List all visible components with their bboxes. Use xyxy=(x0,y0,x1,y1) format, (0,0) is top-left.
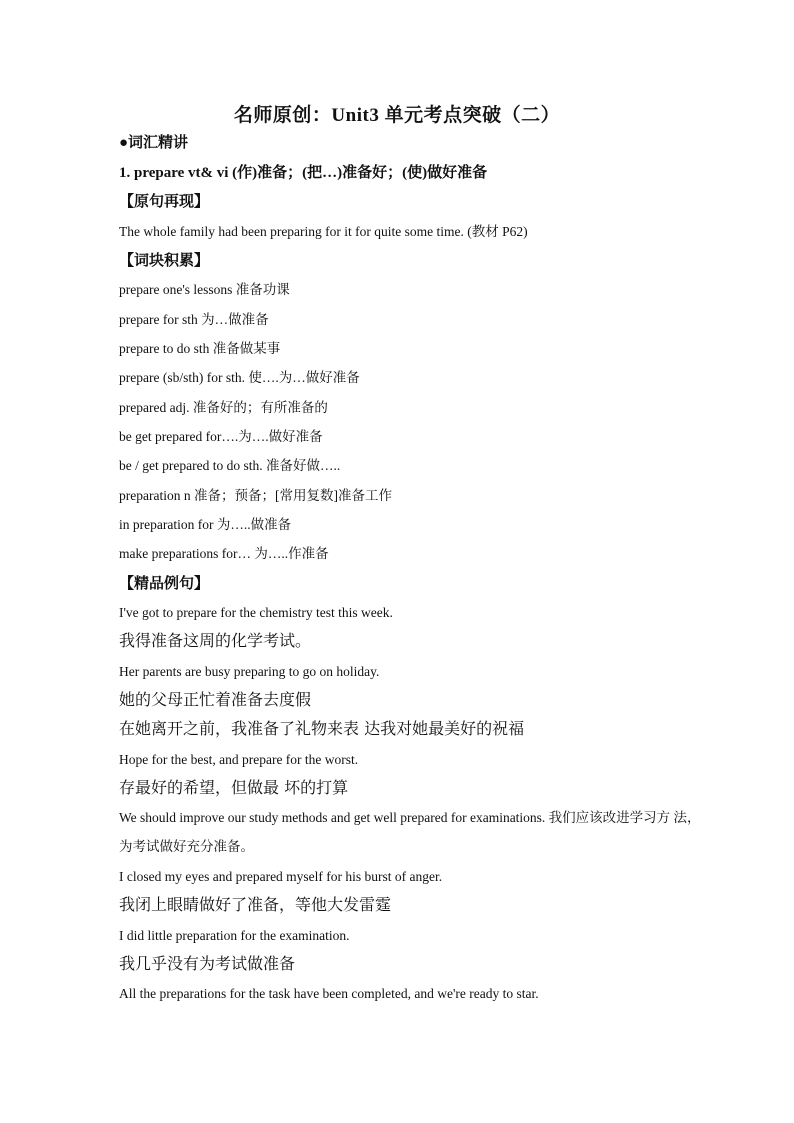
example-sentence-en: Her parents are busy preparing to go on holiday. xyxy=(119,664,380,679)
phrase-item: prepare to do sth 准备做某事 xyxy=(119,341,281,356)
original-heading: 【原句再现】 xyxy=(119,194,210,210)
phrase-item: be get prepared for….为….做好准备 xyxy=(119,429,323,444)
example-sentence-en: I closed my eyes and prepared myself for his burst of anger. xyxy=(119,869,443,884)
phrase-item: prepared adj. 准备好的；有所准备的 xyxy=(119,400,328,415)
phrase-item: prepare one's lessons 准备功课 xyxy=(119,282,290,297)
phrases-heading: 【词块积累】 xyxy=(119,253,210,269)
entry-heading: 1. prepare vt& vi (作)准备；(把…)准备好；(使)做好准备 xyxy=(119,165,488,181)
example-sentence-en: I've got to prepare for the chemistry test this week. xyxy=(119,605,393,620)
example-sentence-en: I did little preparation for the examination. xyxy=(119,928,350,943)
page-title: 名师原创：Unit3 单元考点突破（二） xyxy=(233,105,561,126)
example-sentence-en: All the preparations for the task have been completed, and we're ready to star. xyxy=(119,986,539,1001)
example-sentence-cn: 我闭上眼睛做好了准备，等他大发雷霆 xyxy=(119,895,392,914)
phrase-item: preparation n 准备；预备；[常用复数]准备工作 xyxy=(119,488,392,503)
phrase-item: be / get prepared to do sth. 准备好做….. xyxy=(119,458,341,473)
example-sentence-cn: 我得准备这周的化学考试。 xyxy=(119,631,312,650)
phrase-item: prepare for sth 为…做准备 xyxy=(119,312,269,327)
phrase-item: make preparations for… 为…..作准备 xyxy=(119,546,329,561)
example-sentence-en: Hope for the best, and prepare for the worst. xyxy=(119,752,359,767)
section-heading: ●词汇精讲 xyxy=(119,135,189,151)
examples-heading: 【精品例句】 xyxy=(119,576,210,592)
example-sentence-cn: 存最好的希望，但做最 坏的打算 xyxy=(119,778,349,797)
phrase-item: in preparation for 为…..做准备 xyxy=(119,517,292,532)
example-sentence-cn: 在她离开之前，我准备了礼物来表 达我对她最美好的祝福 xyxy=(119,719,525,738)
example-sentence-cn: 我几乎没有为考试做准备 xyxy=(119,954,296,973)
example-sentence-cn: 她的父母正忙着准备去度假 xyxy=(119,690,312,709)
original-sentence: The whole family had been preparing for it for quite some time. (教材 P62) xyxy=(119,224,528,239)
phrase-item: prepare (sb/sth) for sth. 使….为…做好准备 xyxy=(119,370,360,385)
example-sentence-mixed: We should improve our study methods and get well prepared for examinations. 我们应该改进学习方 法，为考试做好充分准备。 xyxy=(119,810,701,854)
